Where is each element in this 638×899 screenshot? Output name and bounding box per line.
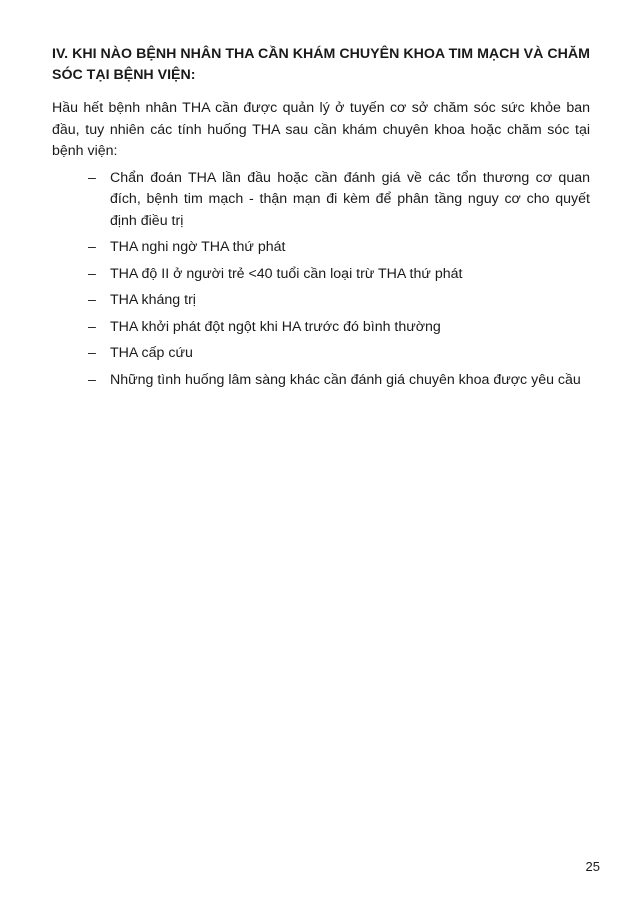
dash-bullet: – <box>88 265 96 282</box>
section-heading: IV. KHI NÀO BỆNH NHÂN THA CẦN KHÁM CHUYÊN KHOA TIM MẠCH VÀ CHĂM SÓC TẠI BỆNH VIỆN: <box>52 46 590 83</box>
list-item <box>88 237 590 259</box>
dash-bullet: – <box>88 345 96 361</box>
list-item <box>88 343 590 365</box>
list-item-text: THA khởi phát đột ngột khi HA trước đó bình thường <box>110 318 441 335</box>
list-item-text: THA độ II ở người trẻ <40 tuổi cần loại trừ THA thứ phát <box>110 265 463 282</box>
dash-bullet: – <box>88 318 96 335</box>
list-item <box>88 290 590 312</box>
dash-bullet: – <box>88 292 96 308</box>
list-item-text: THA nghi ngờ THA thứ phát <box>110 239 286 255</box>
list-item <box>88 317 590 339</box>
list-item-text: THA cấp cứu <box>110 345 193 361</box>
criteria-list <box>52 168 590 392</box>
dash-bullet: – <box>88 169 96 186</box>
list-item <box>88 264 590 286</box>
dash-bullet: – <box>88 239 96 255</box>
page-number: 25 <box>585 859 600 874</box>
intro-paragraph: Hầu hết bệnh nhân THA cần được quản lý ở tuyến cơ sở chăm sóc sức khỏe ban đầu, tuy nhiên các tính huống THA sau cần khám chuyên khoa hoặc chăm sóc tại bệnh viện: <box>52 100 590 159</box>
list-item-text: THA kháng trị <box>110 292 196 308</box>
list-item <box>88 370 590 392</box>
list-item-text: Chẩn đoán THA lần đầu hoặc cần đánh giá về các tổn thương cơ quan đích, bệnh tim mạch - thận mạn đi kèm để phân tầng nguy cơ cho quyết định điều trị <box>110 169 590 229</box>
list-item-text: Những tình huống lâm sàng khác cần đánh giá chuyên khoa được yêu cầu <box>110 371 581 388</box>
dash-bullet: – <box>88 371 96 388</box>
list-item <box>88 168 590 233</box>
document-page <box>52 44 590 396</box>
